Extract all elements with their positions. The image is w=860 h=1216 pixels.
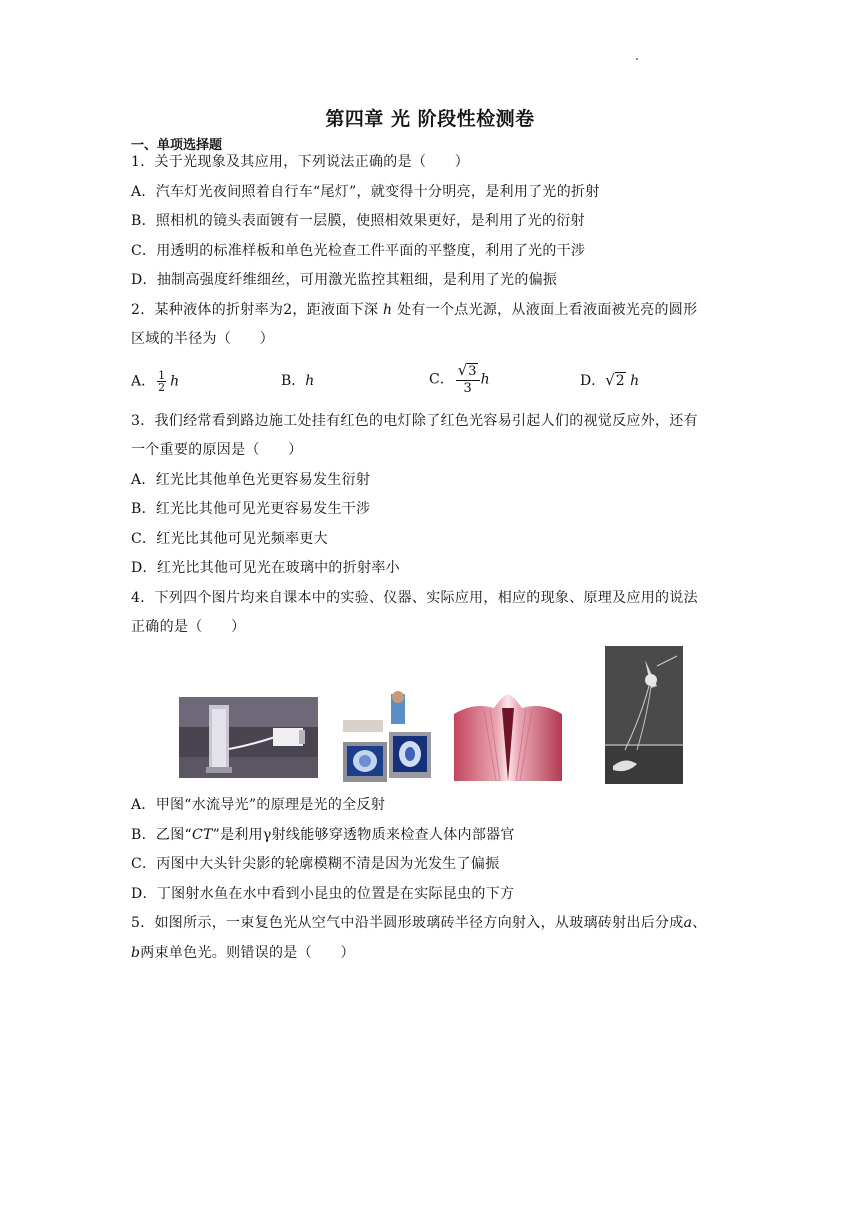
option-variable: h (305, 373, 315, 389)
q1-option-a: A．汽车灯光夜间照着自行车“尾灯”，就变得十分明亮，是利用了光的折射 (131, 184, 600, 200)
q5-variable-a: a (683, 915, 693, 931)
q1-option-d: D．抽制高强度纤维细丝，可用激光监控其粗细，是利用了光的偏振 (131, 272, 558, 288)
q2-option-b (281, 370, 314, 390)
fraction-denominator: 2 (158, 381, 166, 394)
section-heading: 一、单项选择题 (131, 138, 223, 153)
q3-option-b: B．红光比其他可见光更容易发生干涉 (131, 501, 371, 517)
q5-stem-text: 5．如图所示，一束复色光从空气中沿半圆形玻璃砖半径方向射入，从玻璃砖射出后分成 (131, 915, 684, 931)
fraction (157, 370, 166, 393)
figure-yi-ct-scan (341, 690, 435, 786)
q2-stem-line1 (131, 300, 697, 320)
q5-separator: 、 (692, 915, 707, 931)
option-label: B． (281, 373, 306, 389)
page-title: 第四章 光 阶段性检测卷 (325, 108, 535, 130)
q3-option-a: A．红光比其他单色光更容易发生衍射 (131, 472, 371, 488)
option-label: A． (131, 373, 156, 390)
q2-option-c (429, 362, 490, 397)
q4-stem-line1: 4．下列四个图片均来自课本中的实验、仪器、实际应用，相应的现象、原理及应用的说法 (131, 590, 698, 606)
q4-option-b-text: B．乙图“ (131, 827, 192, 843)
sqrt-icon: √ (457, 361, 468, 379)
q2-stem-text-cont: 处有一个点光源，从液面上看液面被光亮的圆形 (397, 302, 698, 318)
fraction-numerator (456, 362, 480, 381)
option-variable: h (170, 373, 180, 390)
option-label: C． (429, 371, 454, 388)
fraction-numerator: 1 (158, 369, 166, 382)
q5-stem-line2 (131, 943, 355, 963)
fraction (456, 362, 480, 397)
q4-stem-line2: 正确的是（ ） (131, 619, 246, 635)
q5-variable-b: b (131, 945, 141, 961)
figure-ding-archer-fish (605, 646, 683, 784)
q1-option-c: C．用透明的标准样板和单色光检查工件平面的平整度，利用了光的干涉 (131, 243, 586, 259)
option-label: D． (580, 373, 606, 389)
sqrt-icon: √ (605, 371, 615, 389)
q2-stem-text: 2．某种液体的折射率为2，距液面下深 (131, 302, 379, 318)
q3-stem-line1: 3．我们经常看到路边施工处挂有红色的电灯除了红色光容易引起人们的视觉反应外，还有 (131, 413, 698, 429)
option-variable: h (630, 373, 640, 389)
figure-jia-water-light-guide (179, 697, 318, 778)
q1-stem: 1．关于光现象及其应用，下列说法正确的是（ ） (131, 154, 470, 170)
q4-option-b-text-cont: ”是利用γ射线能够穿透物质来检查人体内部器官 (212, 827, 515, 843)
option-variable: h (480, 371, 490, 388)
q2-option-d (580, 370, 639, 390)
q3-stem-line2: 一个重要的原因是（ ） (131, 442, 303, 458)
q4-option-b-ct: CT (191, 827, 213, 843)
q3-option-c: C．红光比其他可见光频率更大 (131, 531, 328, 547)
q4-option-a: A．甲图“水流导光”的原理是光的全反射 (131, 797, 386, 813)
q4-option-c: C．丙图中大头针尖影的轮廓模糊不清是因为光发生了偏振 (131, 856, 500, 872)
radicand: 3 (468, 364, 477, 379)
q5-stem-text-cont: 两束单色光。则错误的是（ ） (140, 945, 355, 961)
q2-options (131, 362, 731, 402)
q3-option-d: D．红光比其他可见光在玻璃中的折射率小 (131, 560, 400, 576)
q4-option-d: D．丁图射水鱼在水中看到小昆虫的位置是在实际昆虫的下方 (131, 886, 515, 902)
q2-variable: h (382, 302, 393, 318)
q2-option-a (131, 370, 179, 393)
radicand: 2 (615, 373, 625, 389)
q1-option-b: B．照相机的镜头表面镀有一层膜，使照相效果更好，是利用了光的衍射 (131, 213, 585, 229)
q2-stem-line2: 区域的半径为（ ） (131, 331, 274, 347)
figure-bing-pin-shadow (454, 694, 562, 781)
q5-stem-line1 (131, 913, 707, 933)
q4-option-b (131, 825, 515, 845)
page-mark (636, 58, 638, 60)
fraction-denominator: 3 (463, 381, 472, 396)
